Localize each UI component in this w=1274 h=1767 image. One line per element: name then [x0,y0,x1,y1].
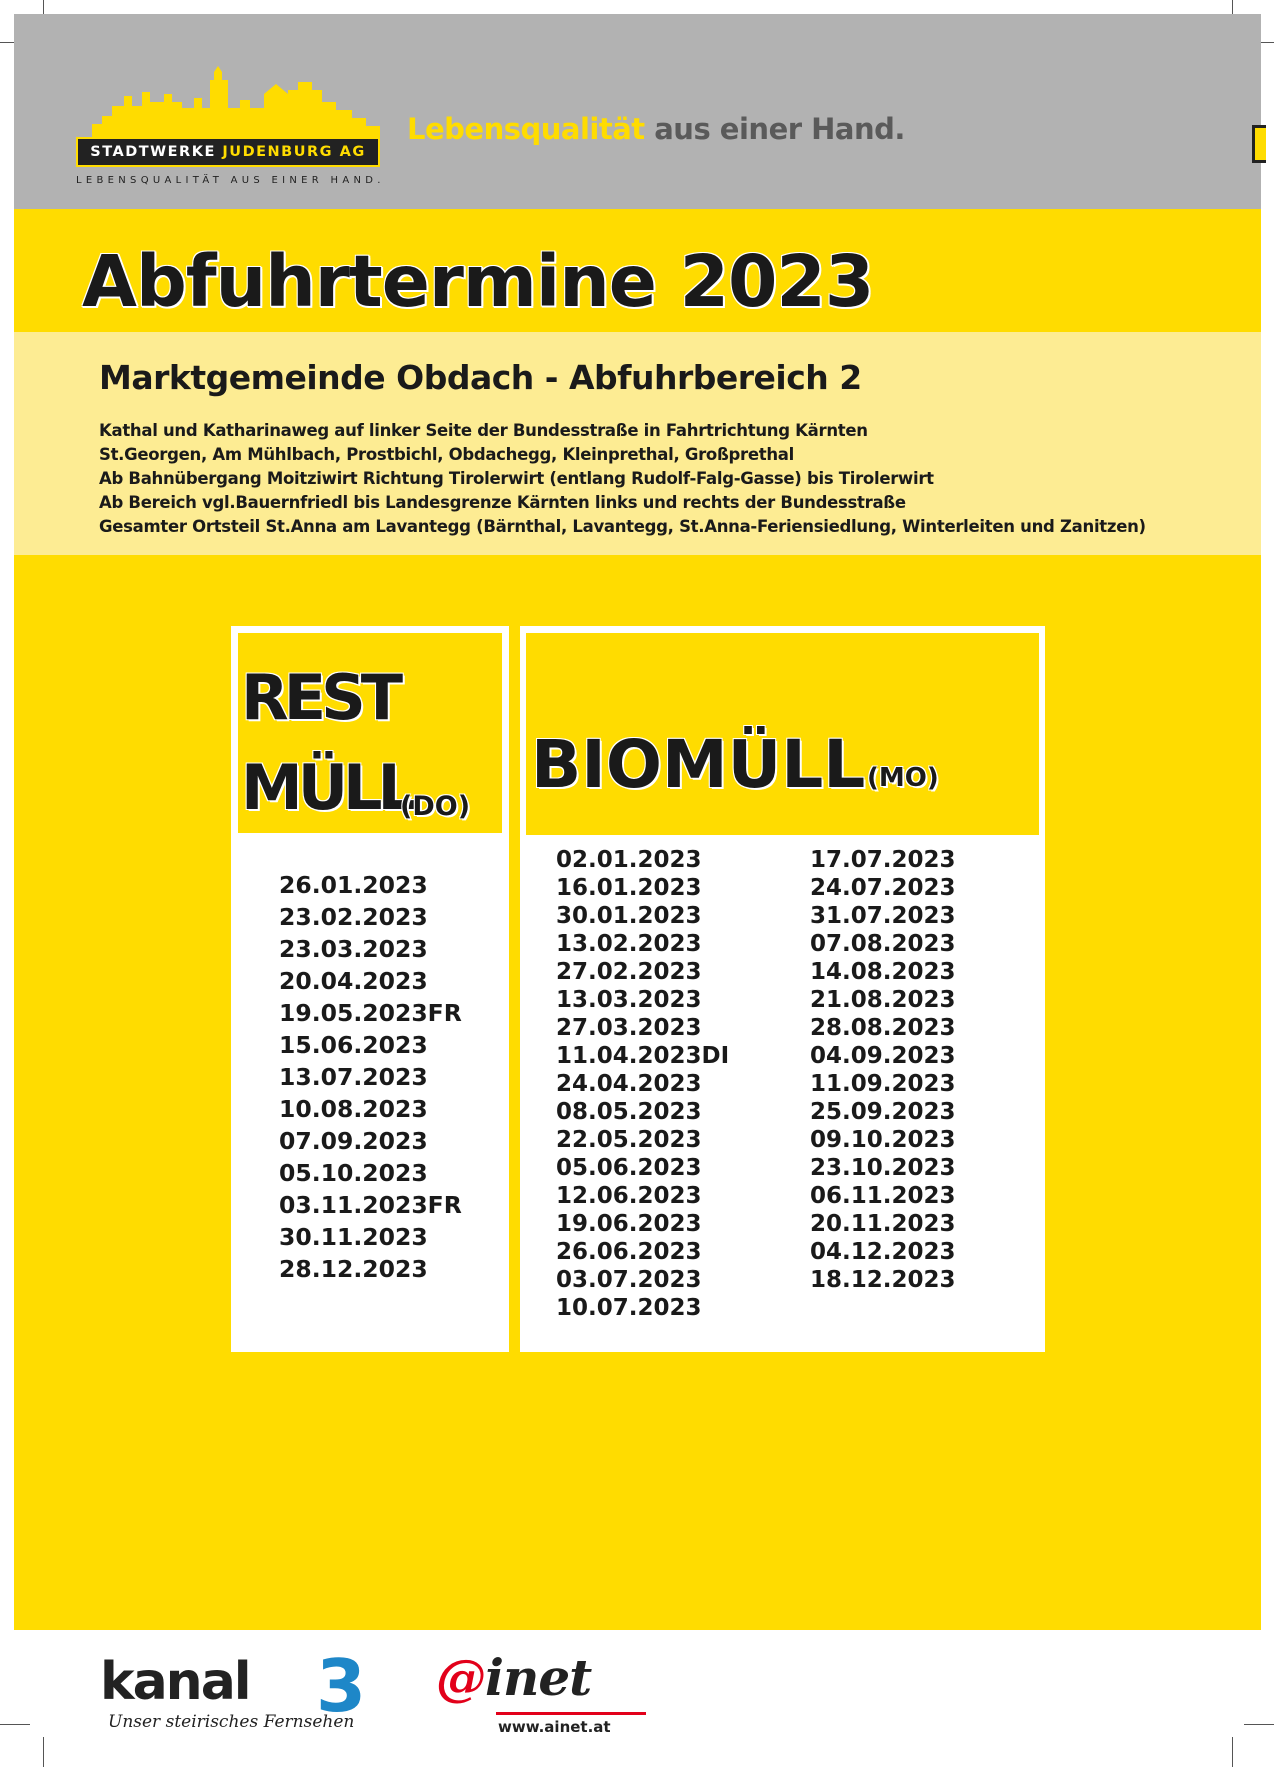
kanal3-tagline: Unser steirisches Fernsehen [108,1712,355,1732]
biomuell-date: 13.02.2023 [556,931,702,957]
biomuell-date: 23.10.2023 [810,1155,956,1181]
biomuell-date: 17.07.2023 [810,847,956,873]
biomuell-date: 19.06.2023 [556,1211,702,1237]
restmuell-date: 28.12.2023 [279,1255,428,1283]
biomuell-date: 10.07.2023 [556,1295,702,1321]
biomuell-date: 25.09.2023 [810,1099,956,1125]
stadtwerke-logo [62,66,400,208]
biomuell-date: 27.02.2023 [556,959,702,985]
biomuell-date: 06.11.2023 [810,1183,956,1209]
ainet-url: www.ainet.at [498,1718,611,1736]
ainet-wordmark [436,1648,591,1707]
restmuell-weekday: (DO) [400,791,471,822]
restmuell-title-line2: MÜLL [241,751,413,824]
biomuell-date: 27.03.2023 [556,1015,702,1041]
restmuell-date: 05.10.2023 [279,1159,428,1187]
logo-nameplate [76,137,380,167]
biomuell-date: 21.08.2023 [810,987,956,1013]
biomuell-weekday: (MO) [867,763,939,793]
biomuell-date: 24.04.2023 [556,1071,702,1097]
header-band [14,14,1261,209]
ainet-underline [496,1712,646,1715]
biomuell-title: BIOMÜLL [531,726,866,803]
restmuell-date: 20.04.2023 [279,967,428,995]
biomuell-date: 20.11.2023 [810,1211,956,1237]
logo-name-stadtwerke: STADTWERKE [90,144,223,160]
restmuell-date: 26.01.2023 [279,871,428,899]
restmuell-date: 13.07.2023 [279,1063,428,1091]
restmuell-date-list [279,869,462,1285]
biomuell-date: 07.08.2023 [810,931,956,957]
biomuell-date: 03.07.2023 [556,1267,702,1293]
restmuell-header [238,633,502,833]
biomuell-date: 14.08.2023 [810,959,956,985]
biomuell-date: 30.01.2023 [556,903,702,929]
biomuell-date: 16.01.2023 [556,875,702,901]
biomuell-panel [520,626,1045,1352]
logo-tagline: LEBENSQUALITÄT AUS EINER HAND. [76,175,385,186]
biomuell-date: 09.10.2023 [810,1127,956,1153]
area-line: Ab Bereich vgl.Bauernfriedl bis Landesgrenze Kärnten links und rechts der Bundesstraße [99,493,906,512]
restmuell-date: 19.05.2023FR [279,999,462,1027]
ainet-at-sign: @ [436,1648,485,1707]
crop-mark-bottom-right-h [1244,1724,1274,1725]
area-line: Gesamter Ortsteil St.Anna am Lavantegg (Bärnthal, Lavantegg, St.Anna-Feriensiedlung, Winterleiten und Zanitzen) [99,517,1146,536]
logo-name-judenburg: JUDENBURG AG [222,144,366,160]
logo-name [90,144,365,160]
area-line: St.Georgen, Am Mühlbach, Prostbichl, Obdachegg, Kleinprethal, Großprethal [99,445,794,464]
area-title: Marktgemeinde Obdach - Abfuhrbereich 2 [99,358,862,397]
biomuell-date: 22.05.2023 [556,1127,702,1153]
restmuell-date: 10.08.2023 [279,1095,428,1123]
biomuell-date: 02.01.2023 [556,847,702,873]
restmuell-panel [231,626,509,1352]
biomuell-date: 13.03.2023 [556,987,702,1013]
ainet-name: inet [485,1648,592,1707]
slogan-highlight: Lebensqualität [407,112,645,146]
biomuell-date: 08.05.2023 [556,1099,702,1125]
crop-mark-bottom-left-v [43,1737,44,1767]
biomuell-date-list-col2 [810,846,956,1294]
biomuell-date: 28.08.2023 [810,1015,956,1041]
area-line: Ab Bahnübergang Moitziwirt Richtung Tirolerwirt (entlang Rudolf-Falg-Gasse) bis Tirolerwirt [99,469,934,488]
crop-mark-bottom-right-v [1232,1737,1233,1767]
area-description [99,419,1146,539]
restmuell-date: 03.11.2023FR [279,1191,462,1219]
restmuell-date: 23.03.2023 [279,935,428,963]
biomuell-date: 05.06.2023 [556,1155,702,1181]
kanal3-number: 3 [316,1644,367,1728]
crop-mark-bottom-left-h [0,1724,30,1725]
biomuell-date-list-col1 [556,846,729,1322]
restmuell-date: 30.11.2023 [279,1223,428,1251]
restmuell-date: 07.09.2023 [279,1127,428,1155]
restmuell-date: 15.06.2023 [279,1031,428,1059]
restmuell-title-line1: REST [241,661,399,734]
restmuell-date: 23.02.2023 [279,903,428,931]
biomuell-date: 24.07.2023 [810,875,956,901]
biomuell-date: 18.12.2023 [810,1267,956,1293]
biomuell-date: 11.09.2023 [810,1071,956,1097]
biomuell-date: 04.09.2023 [810,1043,956,1069]
biomuell-date: 04.12.2023 [810,1239,956,1265]
area-line: Kathal und Katharinaweg auf linker Seite der Bundesstraße in Fahrtrichtung Kärnten [99,421,868,440]
biomuell-date: 12.06.2023 [556,1183,702,1209]
biomuell-date: 11.04.2023DI [556,1043,730,1069]
kanal3-logo [100,1644,410,1742]
biomuell-date: 31.07.2023 [810,903,956,929]
slogan [407,112,905,146]
castle-skyline-icon [90,66,390,138]
edge-marker [1252,125,1266,163]
ainet-logo [436,1648,656,1738]
biomuell-date: 26.06.2023 [556,1239,702,1265]
slogan-rest: aus einer Hand. [644,112,905,146]
kanal3-wordmark: kanal [100,1652,250,1712]
page-title: Abfuhrtermine 2023 [82,240,874,323]
biomuell-header [526,633,1039,835]
